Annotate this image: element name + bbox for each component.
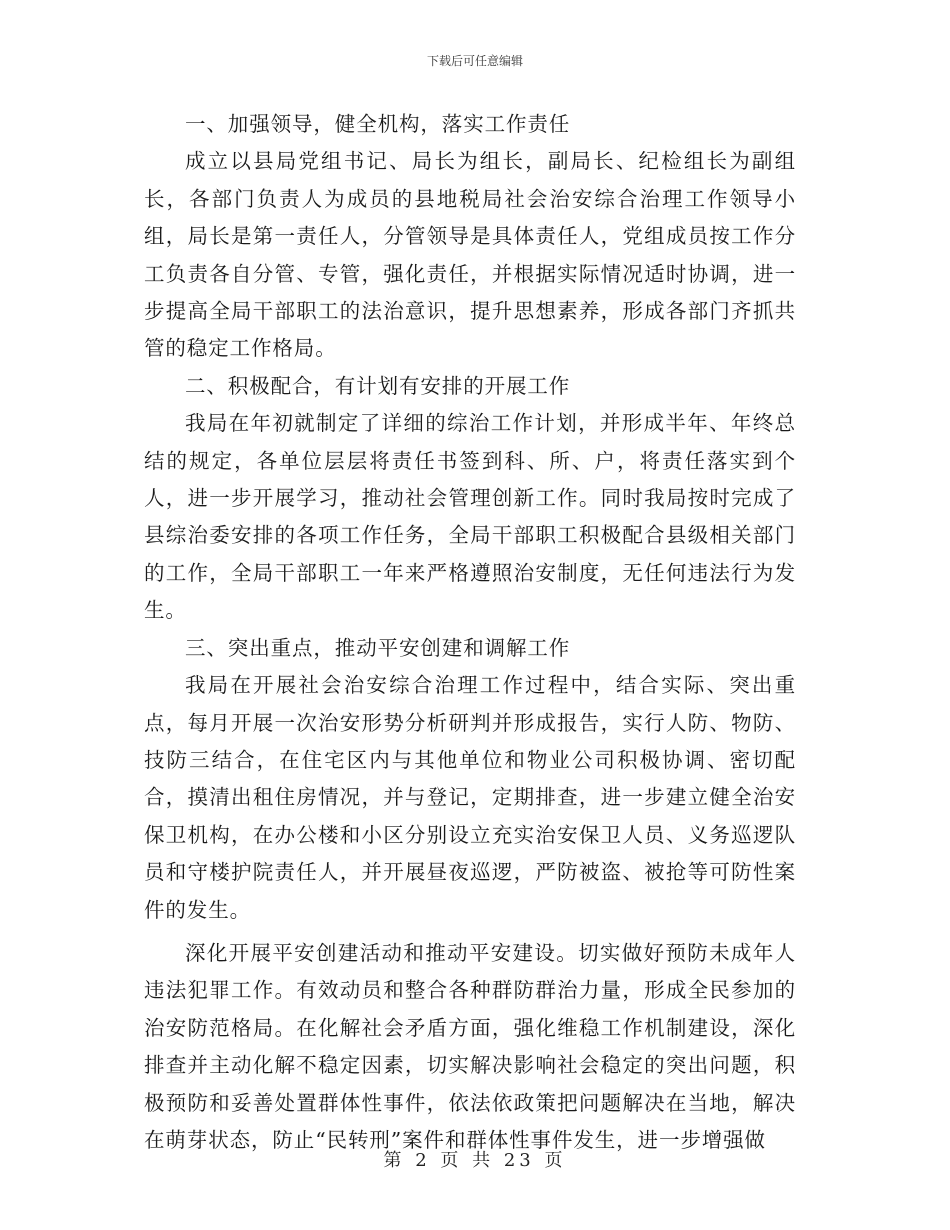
paragraph-3: 我局在开展社会治安综合治理工作过程中，结合实际、突出重点，每月开展一次治安形势分析研判并形成报告，实行人防、物防、技防三结合，在住宅区内与其他单位和物业公司积极协调、密切配合，摸清出租住房情况，并与登记，定期排查，进一步建立健全治安保卫机构，在办公楼和小区分别设立充实治安保卫人员、义务巡逻队员和守楼护院责任人，并开展昼夜巡逻，严防被盗、被抢等可防性案件的发生。 bbox=[144, 673, 796, 922]
section-heading-1: 一、加强领导，健全机构，落实工作责任 bbox=[185, 112, 571, 136]
section-heading-2: 二、积极配合，有计划有安排的开展工作 bbox=[185, 373, 571, 398]
document-body bbox=[144, 106, 796, 1159]
paragraph-4: 深化开展平安创建活动和推动平安建设。切实做好预防未成年人违法犯罪工作。有效动员和整合各种群防群治力量，形成全民参加的治安防范格局。在化解社会矛盾方面，强化维稳工作机制建设，深化排查并主动化解不稳定因素，切实解决影响社会稳定的突出问题，积极预防和妥善处置群体性事件，依法依政策把问题解决在当地，解决在萌芽状态，防止“民转刑”案件和群体性事件发生，进一步增强做 bbox=[144, 940, 796, 1152]
page-header-note: 下载后可任意编辑 bbox=[426, 54, 523, 68]
paragraph-1: 成立以县局党组书记、局长为组长，副局长、纪检组长为副组长，各部门负责人为成员的县地税局社会治安综合治理工作领导小组，局长是第一责任人，分管领导是具体责任人，党组成员按工作分工负责各自分管、专管，强化责任，并根据实际情况适时协调，进一步提高全局干部职工的法治意识，提升思想素养，形成各部门齐抓共管的稳定工作格局。 bbox=[144, 149, 796, 361]
paragraph-2: 我局在年初就制定了详细的综治工作计划，并形成半年、年终总结的规定，各单位层层将责任书签到科、所、户，将责任落实到个人，进一步开展学习，推动社会管理创新工作。同时我局按时完成了县综治委安排的各项工作任务，全局干部职工积极配合县级相关部门的工作，全局干部职工一年来严格遵照治安制度，无任何违法行为发生。 bbox=[144, 411, 796, 623]
section-heading-3: 三、突出重点，推动平安创建和调解工作 bbox=[185, 635, 571, 660]
page-number-footer: 第 2 页 共 23 页 bbox=[383, 1150, 567, 1171]
